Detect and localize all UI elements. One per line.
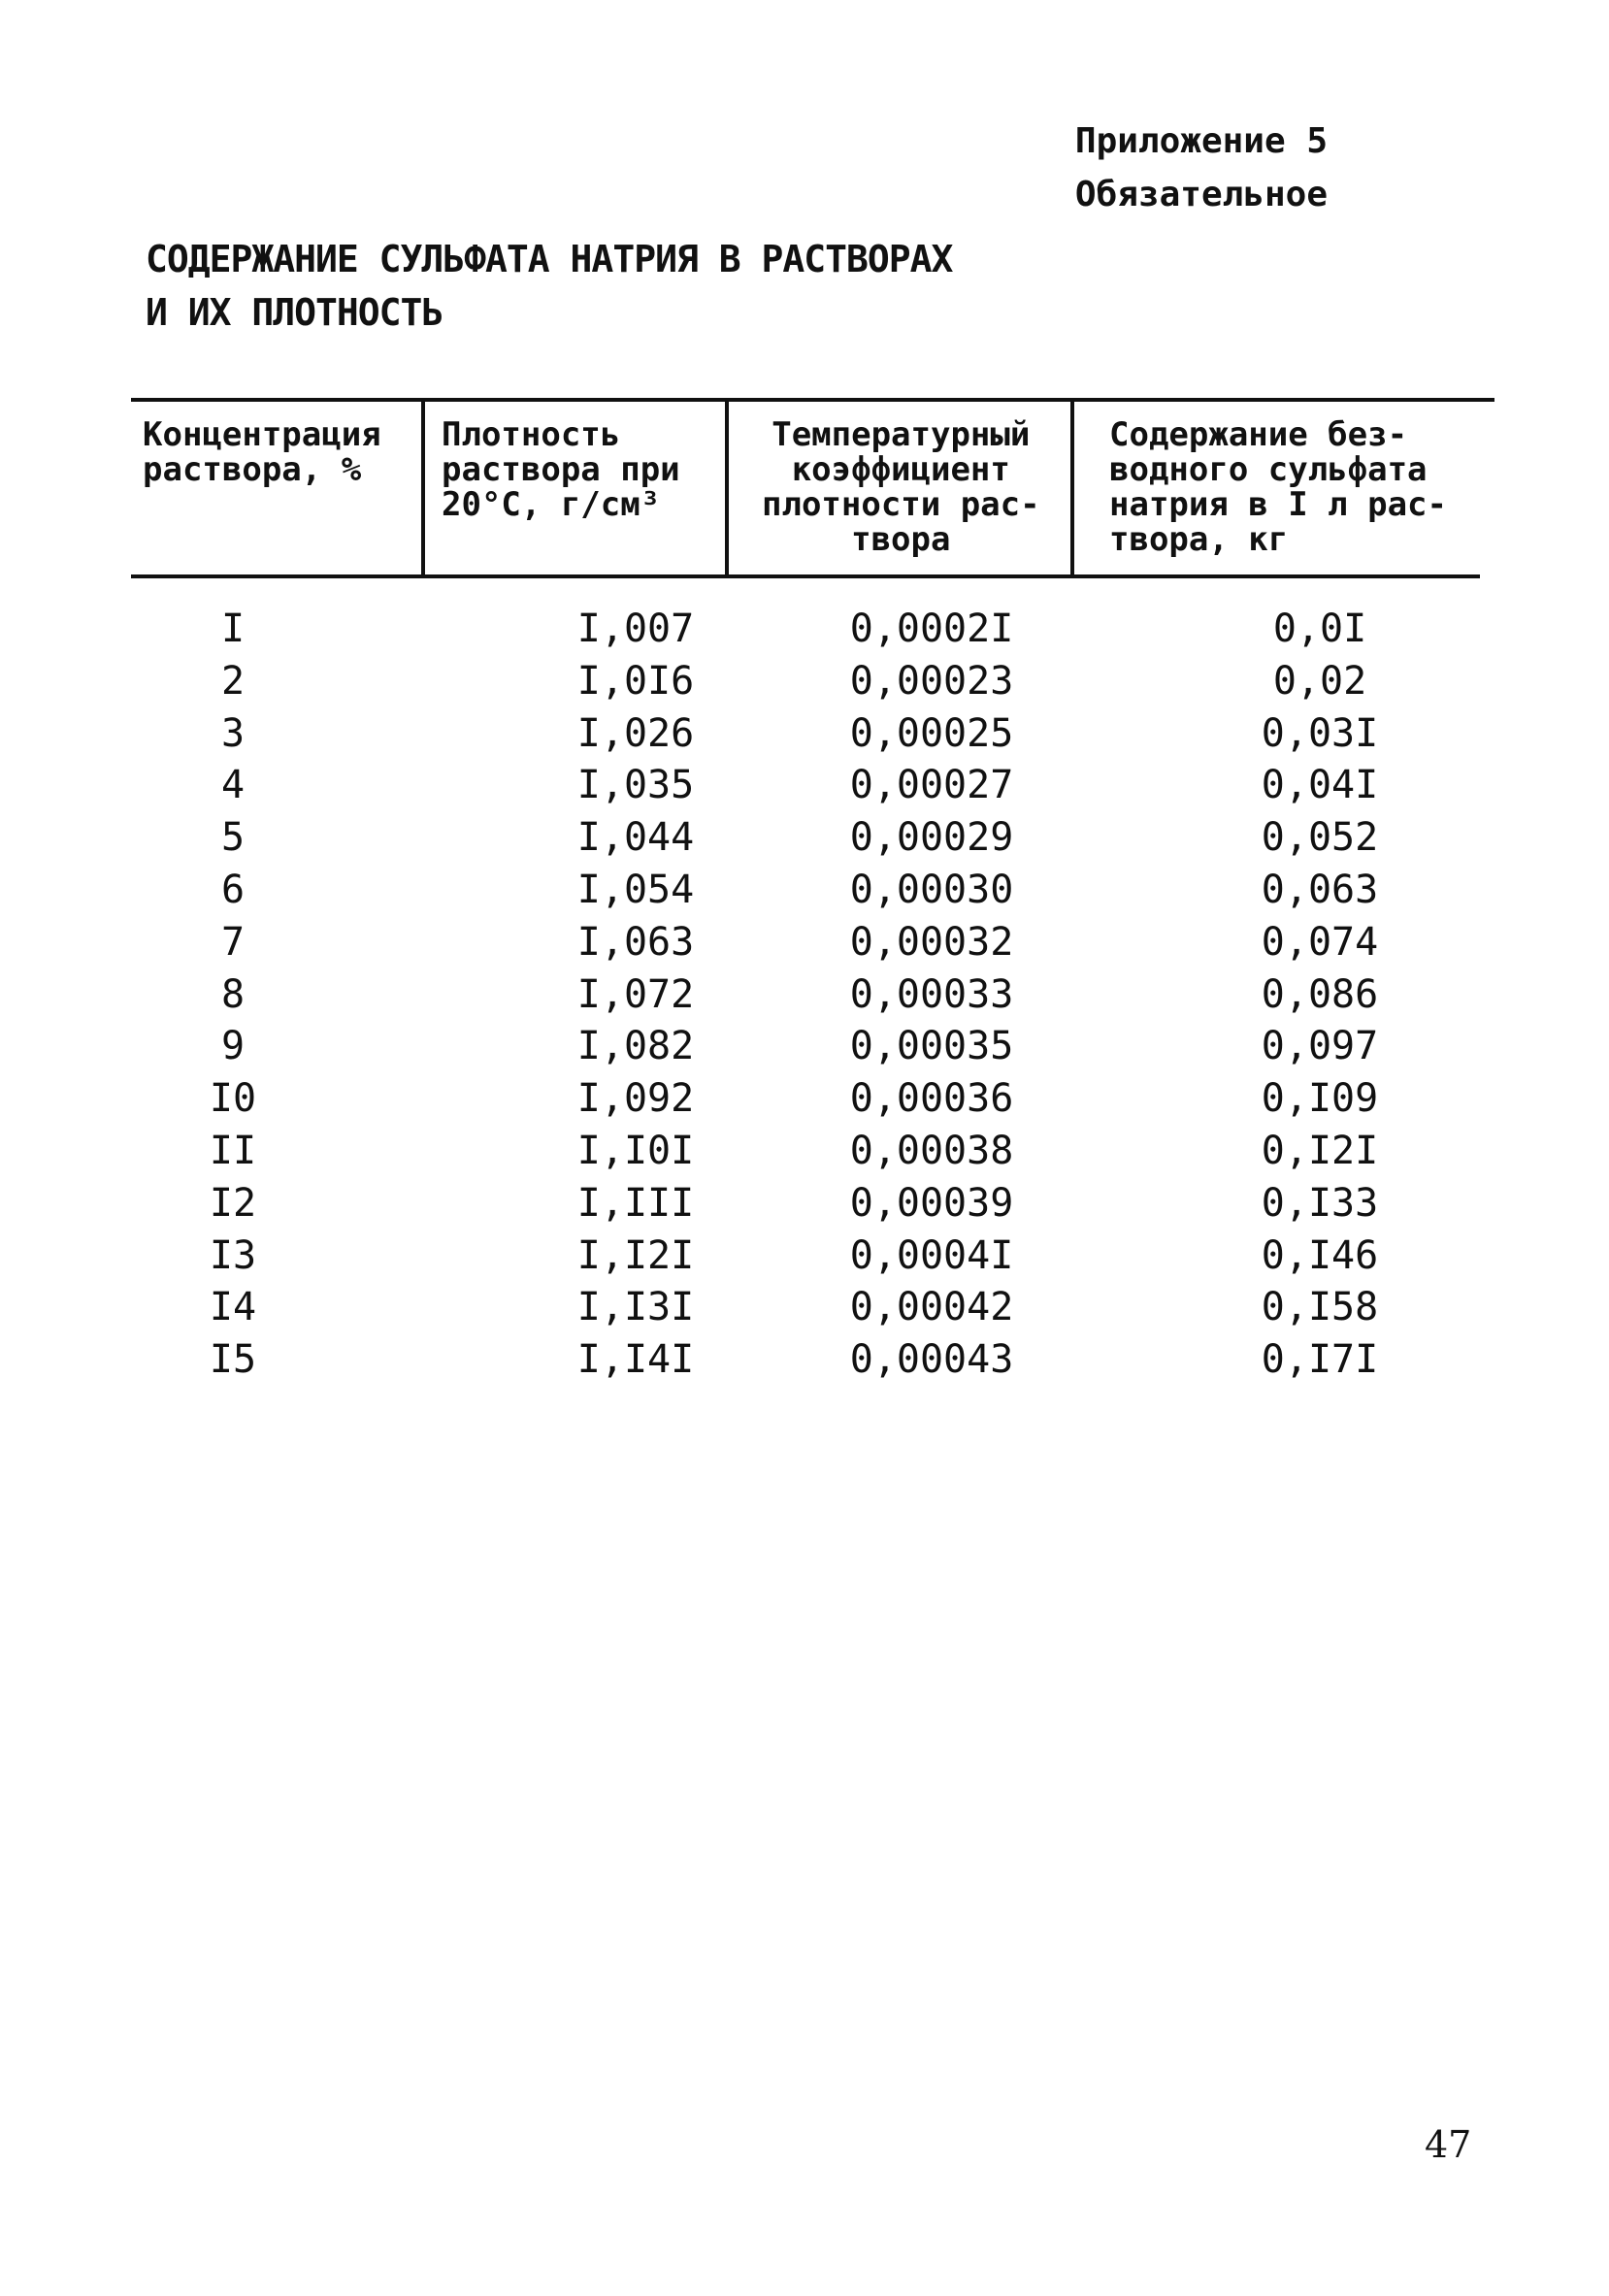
cell-sulfate-content: 0,I33 [1261,1180,1379,1226]
cell-concentration: I3 [209,1232,257,1278]
cell-density: I,054 [576,867,695,912]
document-title-line-1: СОДЕРЖАНИЕ СУЛЬФАТА НАТРИЯ В РАСТВОРАХ [146,238,953,280]
document-title [146,233,952,340]
cell-concentration: I5 [209,1337,257,1383]
cell-temp-coefficient: 0,00038 [849,1128,1014,1173]
document-title-line-2: И ИХ ПЛОТНОСТЬ [146,291,443,334]
cell-concentration: 2 [220,658,246,704]
table-row [131,812,1494,865]
table-row [131,865,1494,917]
cell-sulfate-content: 0,097 [1261,1024,1379,1069]
cell-concentration: I0 [209,1076,257,1122]
cell-concentration: I [220,607,246,651]
column-header-temp-coefficient: Температурный коэффициент плотности рас- твора [762,415,1040,559]
cell-temp-coefficient: 0,00025 [849,710,1014,756]
cell-density: I,035 [576,763,695,808]
cell-density: I,092 [576,1076,695,1122]
cell-concentration: 6 [220,867,246,912]
cell-sulfate-content: 0,I2I [1261,1128,1379,1173]
appendix-number: Приложение 5 [1074,121,1328,161]
cell-concentration: 9 [220,1024,246,1069]
cell-density: I,I3I [576,1285,695,1330]
table-header-bottom-rule [131,574,1480,578]
cell-temp-coefficient: 0,00030 [849,867,1014,912]
cell-temp-coefficient: 0,00027 [849,763,1014,808]
table-row [131,1230,1494,1283]
table-row [131,1126,1494,1178]
cell-sulfate-content: 0,063 [1261,867,1379,912]
cell-temp-coefficient: 0,00036 [849,1076,1014,1122]
cell-concentration: 8 [220,971,246,1017]
cell-density: I,026 [576,710,695,756]
page-number: 47 [1425,2123,1472,2166]
cell-density: I,I0I [576,1128,695,1173]
table-top-rule [131,398,1494,402]
cell-density: I,007 [576,607,695,651]
cell-density: I,III [576,1180,695,1226]
cell-temp-coefficient: 0,00029 [849,815,1014,861]
table-row [131,1073,1494,1126]
column-divider [725,398,729,578]
cell-concentration: 4 [220,763,246,808]
cell-concentration: 5 [220,815,246,861]
cell-sulfate-content: 0,02 [1272,658,1367,704]
cell-density: I,082 [576,1024,695,1069]
column-header-sulfate-content: Содержание без- водного сульфата натрия в I л рас- твора, кг [1109,415,1447,559]
cell-temp-coefficient: 0,00043 [849,1337,1014,1383]
table-row [131,917,1494,969]
cell-sulfate-content: 0,086 [1261,971,1379,1017]
table-body [131,604,1494,1387]
cell-concentration: 7 [220,919,246,965]
table-row [131,604,1494,656]
table-row [131,1282,1494,1334]
column-divider [421,398,425,578]
table-row [131,1334,1494,1387]
cell-density: I,063 [576,919,695,965]
cell-temp-coefficient: 0,0004I [849,1232,1014,1278]
cell-density: I,072 [576,971,695,1017]
cell-sulfate-content: 0,0I [1272,607,1367,651]
column-header-concentration: Концентрация раствора, % [143,415,381,489]
column-divider [1070,398,1074,578]
cell-density: I,I2I [576,1232,695,1278]
cell-density: I,I4I [576,1337,695,1383]
cell-temp-coefficient: 0,00032 [849,919,1014,965]
table-row [131,656,1494,708]
cell-temp-coefficient: 0,0002I [849,607,1014,651]
table-row [131,1178,1494,1230]
cell-density: I,0I6 [576,658,695,704]
cell-temp-coefficient: 0,00023 [849,658,1014,704]
cell-sulfate-content: 0,052 [1261,815,1379,861]
cell-sulfate-content: 0,03I [1261,710,1379,756]
cell-temp-coefficient: 0,00035 [849,1024,1014,1069]
cell-concentration: 3 [220,710,246,756]
cell-temp-coefficient: 0,00033 [849,971,1014,1017]
cell-concentration: I4 [209,1285,257,1330]
cell-temp-coefficient: 0,00042 [849,1285,1014,1330]
cell-density: I,044 [576,815,695,861]
cell-sulfate-content: 0,I58 [1261,1285,1379,1330]
cell-sulfate-content: 0,I09 [1261,1076,1379,1122]
cell-sulfate-content: 0,I46 [1261,1232,1379,1278]
cell-temp-coefficient: 0,00039 [849,1180,1014,1226]
cell-concentration: II [209,1128,257,1173]
table-row [131,1021,1494,1073]
table-row [131,760,1494,812]
appendix-label [1075,115,1328,221]
table-row [131,969,1494,1022]
cell-sulfate-content: 0,074 [1261,919,1379,965]
appendix-status: Обязательное [1074,175,1328,214]
cell-sulfate-content: 0,I7I [1261,1337,1379,1383]
cell-concentration: I2 [209,1180,257,1226]
table-row [131,708,1494,761]
cell-sulfate-content: 0,04I [1261,763,1379,808]
column-header-density: Плотность раствора при 20°С, г/см³ [442,415,680,524]
